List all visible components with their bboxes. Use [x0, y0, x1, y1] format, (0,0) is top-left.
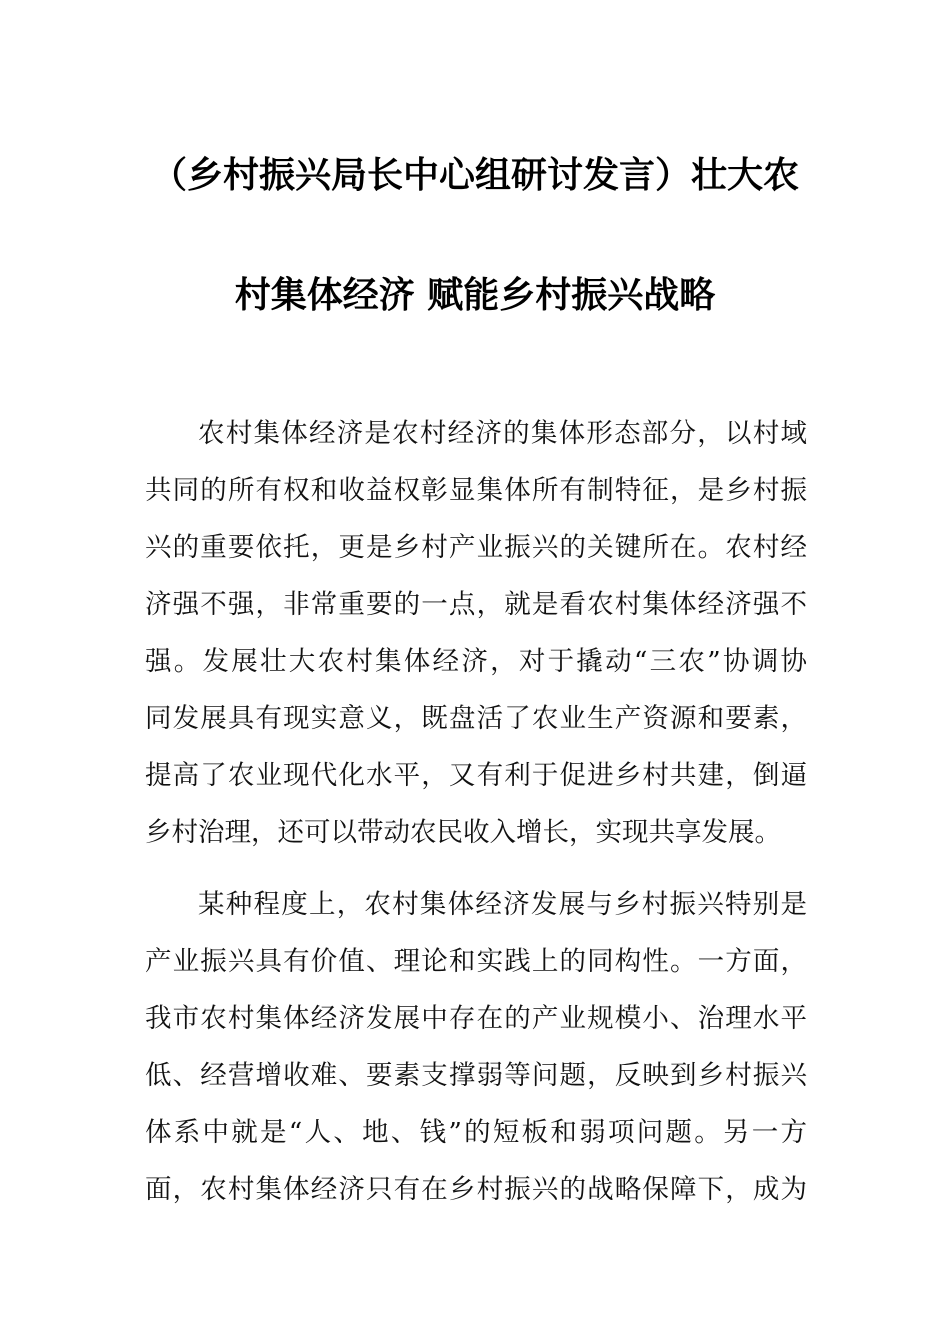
paragraph-2-line-5: 体系中就是“人、地、钱”的短板和弱项问题。另一方 [145, 1117, 807, 1148]
paragraph-1-line-6: 同发展具有现实意义，既盘活了农业生产资源和要素， [145, 703, 807, 734]
paragraph-1-line-1: 农村集体经济是农村经济的集体形态部分，以村域 [198, 418, 807, 449]
document-title-line-2: 村集体经济 赋能乡村振兴战略 [234, 275, 716, 316]
paragraph-1-line-2: 共同的所有权和收益权彰显集体所有制特征，是乡村振 [145, 475, 807, 506]
paragraph-1-line-5: 强。发展壮大农村集体经济，对于撬动“三农”协调协 [145, 646, 807, 677]
paragraph-2-line-2: 产业振兴具有价值、理论和实践上的同构性。一方面， [145, 946, 807, 977]
document-title-line-1: （乡村振兴局长中心组研讨发言）壮大农 [150, 155, 799, 196]
paragraph-1-line-8: 乡村治理，还可以带动农民收入增长，实现共享发展。 [145, 817, 781, 848]
paragraph-2-line-6: 面，农村集体经济只有在乡村振兴的战略保障下，成为 [145, 1174, 807, 1205]
paragraph-1-line-4: 济强不强，非常重要的一点，就是看农村集体经济强不 [145, 589, 807, 620]
paragraph-2-line-1: 某种程度上，农村集体经济发展与乡村振兴特别是 [198, 889, 807, 920]
paragraph-2-line-3: 我市农村集体经济发展中存在的产业规模小、治理水平 [145, 1003, 807, 1034]
paragraph-1-line-7: 提高了农业现代化水平，又有利于促进乡村共建，倒逼 [145, 760, 807, 791]
paragraph-2-line-4: 低、经营增收难、要素支撑弱等问题，反映到乡村振兴 [145, 1060, 807, 1091]
paragraph-1-line-3: 兴的重要依托，更是乡村产业振兴的关键所在。农村经 [145, 532, 807, 563]
